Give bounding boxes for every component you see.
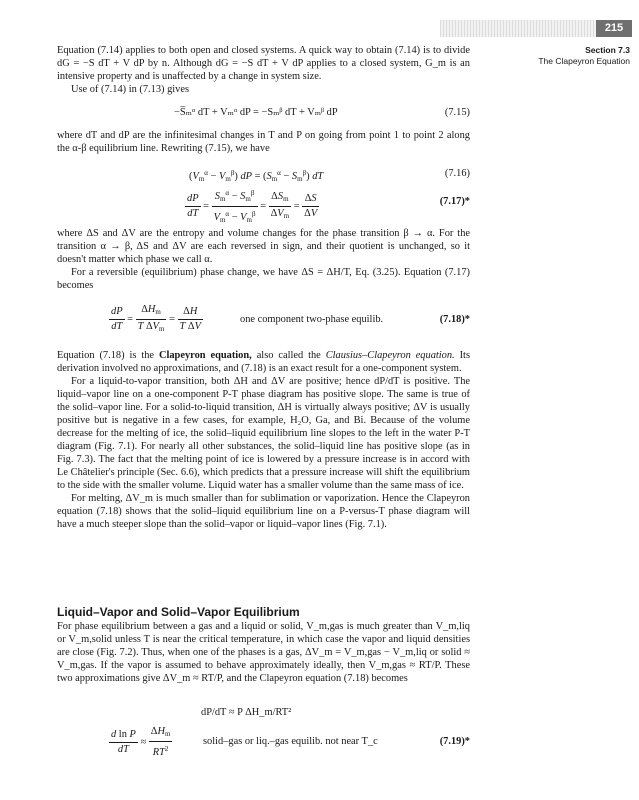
p7-text: For melting, ΔV_m is much smaller than for sublimation or vaporization. Hence the Clapeyron equation (7.18) shows that the solid–liquid equilibrium line on a P-versus-T phase diagram will have a much steeper slope than the solid–vapor or liquid–vapor lines (Fig. 7.1). xyxy=(57,493,470,530)
paragraph-3 xyxy=(57,227,470,292)
paragraph-2 xyxy=(57,129,470,155)
section-title: The Clapeyron Equation xyxy=(538,56,630,66)
p4-text: For a reversible (equilibrium) phase change, we have ΔS = ΔH/T, Eq. (3.25). Equation (7.17) becomes xyxy=(57,267,470,291)
section-label: Section 7.3 xyxy=(585,45,630,55)
eq719-number: (7.19)* xyxy=(439,736,470,747)
p5-bold: Clapeyron equation, xyxy=(158,350,252,361)
equation-7-18 xyxy=(57,303,470,335)
eq719-body: $\frac{\text{d ln P}}{dT}$ ≈ $\frac{\Delta H_m}{RT^2}$ xyxy=(111,726,171,758)
section-heading: Liquid–Vapor and Solid–Vapor Equilibrium xyxy=(57,605,300,619)
paragraph-8 xyxy=(57,620,470,685)
eq717-number: (7.17)* xyxy=(439,196,470,207)
eq715-number: (7.15) xyxy=(444,107,470,118)
equation-7-17 xyxy=(57,186,470,224)
eq719-note: solid–gas or liq.–gas equilib. not near T_c xyxy=(203,736,378,747)
p5-c: also called the xyxy=(251,350,326,361)
page-number: 215 xyxy=(596,20,632,37)
p5-e: Its derivation involved no approximations, and (7.18) is an exact result for a one-component system. xyxy=(57,350,470,374)
eq718-note: one component two-phase equilib. xyxy=(240,314,384,325)
p1-text: Equation (7.14) applies to both open and closed systems. A quick way to obtain (7.14) is to divide dG = −S dT + V dP by n. Although dG = −S dT + V dP applies to a closed system, G_m is an intensive property and is unaffected by a change in system size. xyxy=(57,45,470,82)
p5-text xyxy=(57,349,470,375)
p5-a: Equation (7.18) is the xyxy=(57,350,159,361)
page-header-bar xyxy=(440,20,632,37)
p6-text: For a liquid-to-vapor transition, both ΔH and ΔV are positive; hence dP/dT is positive. The liquid–vapor line on a one-component P-T phase diagram has positive slope. The same is true of the solid–vapor line. For a solid-to-liquid transition, ΔH is virtually always positive; ΔV is usually positive but is negative in a few cases, for example, H₂O, Ga, and Bi. Because of the volume decrease for the melting of ice, the solid–liquid equilibrium line slopes to the left in the water P-T diagram (Fig. 7.1). For nearly all other substances, the solid–liquid line has positive slope (as in Fig. 7.3). The fact that the melting point of ice is lowered by a pressure increase is in accord with Le Châtelier's principle (Sec. 6.6), which predicts that a pressure increase will shift the equilibrium to the side with the smaller volume. Liquid water has a smaller volume than the same mass of ice. xyxy=(57,376,470,491)
eq717-body: $\frac{dP}{dT}$ = $\frac{S_m^\alpha - S_m^\beta}{V_m^\alpha - V_m^\beta}$ = $\frac{\Delta S_m}{\Delta V_m}$ = $\frac{\Delta S}{\Delta V}$ xyxy=(185,186,319,227)
eq718-number: (7.18)* xyxy=(439,314,470,325)
p1b-text: Use of (7.14) in (7.13) gives xyxy=(71,84,190,95)
eq-mid-body: dP/dT ≈ P ΔH_m/RT² xyxy=(201,707,292,718)
eq716-body: $(V_m^\alpha - V_m^\beta)$ dP = $(S_m^\alpha - S_m^\beta)$ dT xyxy=(189,169,324,183)
p8-text: For phase equilibrium between a gas and a liquid or solid, V_m,gas is much greater than V_m,liq or V_m,solid unless T is near the critical temperature, in which case the vapor and liquid densities are close (Fig. 7.2). Thus, when one of the phases is a gas, ΔV_m = V_m,gas − V_m,liq or solid ≈ V_m,gas. If the vapor is assumed to behave approximately ideally, then V_m,gas ≈ RT/P. These two approximations give ΔV_m ≈ RT/P, and the Clapeyron equation (7.18) becomes xyxy=(57,621,470,684)
p3-text: where ΔS and ΔV are the entropy and volume changes for the phase transition β → α. For the transition α → β, ΔS and ΔV are each reversed in sign, and their quotient is unchanged, so it doesn't matter which phase we call α. xyxy=(57,228,470,265)
equation-7-19 xyxy=(57,725,470,757)
paragraph-5 xyxy=(57,349,470,531)
paragraph-1 xyxy=(57,44,470,96)
p5-italic: Clausius–Clapeyron equation. xyxy=(325,350,455,361)
eq715-body: −S̅ₘᵅ dT + Vₘᵅ dP = −Sₘᵝ dT + Vₘᵝ dP xyxy=(174,107,338,118)
eq716-number: (7.16) xyxy=(444,168,470,179)
p2-text: where dT and dP are the infinitesimal changes in T and P on going from point 1 to point 2 along the α-β equilibrium line. Rewriting (7.15), we have xyxy=(57,130,470,154)
eq718-body: $\frac{dP}{dT}$ = $\frac{\Delta H_m}{T \Delta V_m}$ = $\frac{\Delta H}{\text{T ΔV}}$ xyxy=(111,304,201,333)
